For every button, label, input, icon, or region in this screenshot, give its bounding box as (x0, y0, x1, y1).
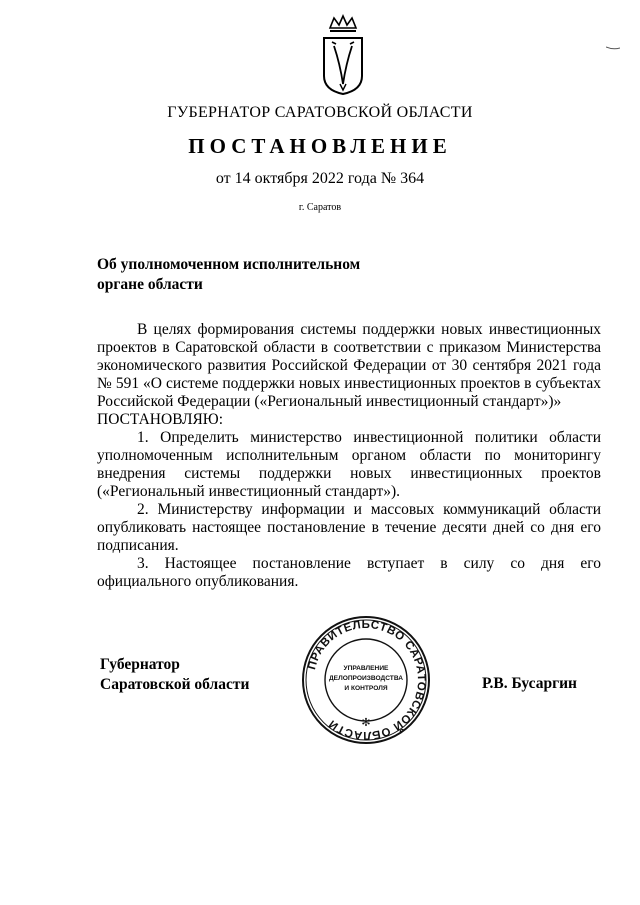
signatory-position-line: Губернатор (100, 656, 180, 673)
signatory-name: Р.В. Бусаргин (482, 675, 577, 692)
clause-2: 2. Министерству информации и массовых коммуникаций области опубликовать настоящее постановление в течение десяти дней со дня его подписания. (97, 501, 601, 554)
seal-inner-line: УПРАВЛЕНИЕ (343, 665, 389, 672)
document-body (97, 321, 601, 591)
clause-1: 1. Определить министерство инвестиционной политики области уполномоченным исполнительным органом области по мониторингу внедрения системы поддержки новых инвестиционных проектов («Региональный инвестиционный стандарт»). (97, 429, 601, 500)
document-date-number: от 14 октября 2022 года № 364 (215, 170, 425, 187)
scan-mark-icon (606, 46, 620, 50)
seal-inner-line: ДЕЛОПРОИЗВОДСТВА (328, 675, 404, 682)
resolution-word: ПОСТАНОВЛЯЮ: (97, 411, 224, 428)
signatory-position (100, 655, 249, 695)
clause-3: 3. Настоящее постановление вступает в силу со дня его официального опубликования. (97, 555, 601, 590)
coat-of-arms-icon (318, 14, 368, 96)
official-seal-icon (300, 614, 432, 746)
document-city: г. Саратов (298, 202, 342, 213)
subject-line: органе области (97, 276, 203, 293)
document-type: ПОСТАНОВЛЕНИЕ (188, 134, 452, 158)
authority-title: ГУБЕРНАТОР САРАТОВСКОЙ ОБЛАСТИ (167, 104, 473, 121)
signatory-position-line: Саратовской области (100, 676, 250, 693)
seal-star-icon: ✻ (361, 716, 371, 729)
seal-inner-line: И КОНТРОЛЯ (344, 685, 388, 692)
document-subject (97, 255, 360, 295)
subject-line: Об уполномоченном исполнительном (97, 256, 361, 273)
seal-outer-text: ПРАВИТЕЛЬСТВО САРАТОВСКОЙ ОБЛАСТИ (306, 618, 428, 742)
preamble-paragraph: В целях формирования системы поддержки новых инвестиционных проектов в Саратовской области в соответствии с приказом Министерства экономического развития Российской Федерации от 30 сентября 2021 года № 591 «О системе поддержки новых инвестиционных проектов в субъектах Российской Федерации («Региональный инвестиционный стандарт»)» (97, 321, 601, 410)
